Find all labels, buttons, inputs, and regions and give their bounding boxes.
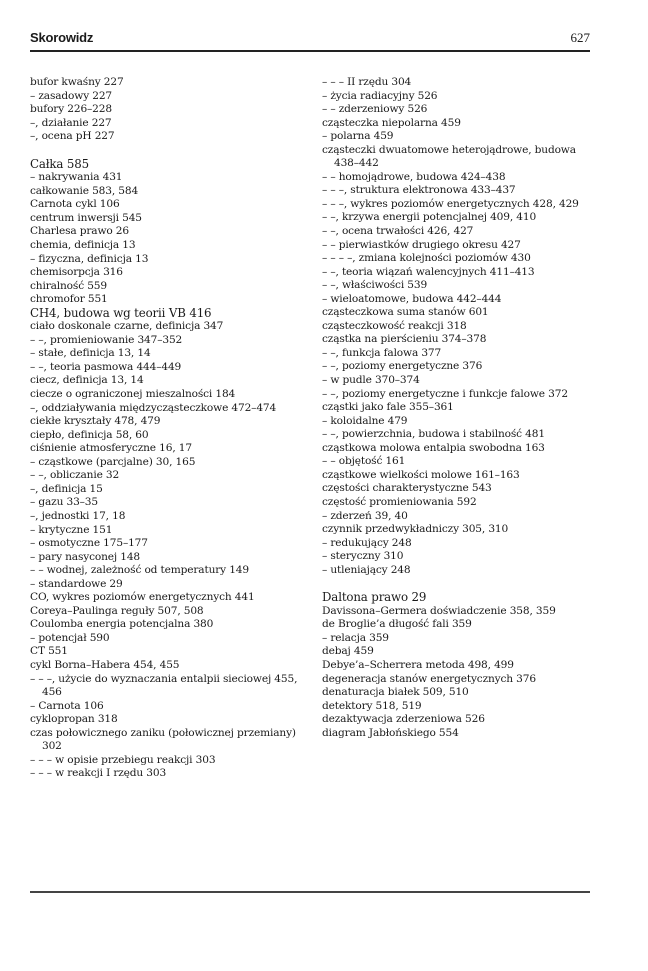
index-entry: częstość promieniowania 592: [322, 495, 477, 508]
index-entry: – polarna 459: [322, 130, 394, 143]
index-entry: chiralność 559: [30, 279, 107, 292]
index-entry: – potencjał 590: [30, 631, 110, 644]
index-entry: czas połowicznego zaniku (połowicznej przemiany) 302: [30, 726, 296, 753]
index-entry: centrum inwersji 545: [30, 211, 142, 224]
running-title: Skorowidz: [30, 30, 94, 45]
page-header: [30, 30, 590, 52]
index-entry: CH4, budowa wg teorii VB 416: [30, 305, 212, 320]
index-entry: ciśnienie atmosferyczne 16, 17: [30, 442, 192, 455]
index-entry: –, jednostki 17, 18: [30, 509, 126, 522]
index-entry: –, definicja 15: [30, 482, 103, 495]
index-entry: – w pudle 370–374: [322, 374, 420, 387]
index-entry: cząsteczka niepolarna 459: [322, 116, 461, 129]
index-entry: ciało doskonale czarne, definicja 347: [30, 320, 224, 333]
index-entry: – redukujący 248: [322, 536, 412, 549]
index-entry: cząsteczkowość reakcji 318: [322, 319, 467, 332]
index-entry: ciekłe kryształy 478, 479: [30, 415, 161, 428]
index-entry: bufory 226–228: [30, 103, 112, 116]
index-entry: Coreya–Paulinga reguły 507, 508: [30, 604, 204, 617]
index-entry: – – pierwiastków drugiego okresu 427: [322, 238, 521, 251]
index-entry: de Broglie’a długość fali 359: [322, 618, 472, 631]
index-entry: Całka 585: [30, 156, 89, 171]
index-entry: CO, wykres poziomów energetycznych 441: [30, 591, 255, 604]
index-entry: – – objętość 161: [322, 455, 406, 468]
index-entry: – –, ocena trwałości 426, 427: [322, 225, 474, 238]
index-entry: całkowanie 583, 584: [30, 184, 139, 197]
index-entry: – gazu 33–35: [30, 496, 98, 509]
index-entry: – zderzeń 39, 40: [322, 509, 408, 522]
index-entry: cyklopropan 318: [30, 713, 118, 726]
index-entry: bufor kwaśny 227: [30, 76, 124, 88]
index-entry: debaj 459: [322, 645, 374, 658]
index-entry: – zasadowy 227: [30, 89, 113, 102]
index-column-left: [30, 76, 312, 781]
index-entry: Coulomba energia potencjalna 380: [30, 618, 214, 631]
index-entry: – standardowe 29: [30, 577, 123, 590]
index-entry: – utleniający 248: [322, 563, 411, 576]
index-entry: – –, poziomy energetyczne i funkcje falowe 372: [322, 387, 568, 400]
index-entry: – steryczny 310: [322, 550, 404, 563]
index-entry: CT 551: [30, 645, 68, 658]
index-entry: – –, krzywa energii potencjalnej 409, 410: [322, 211, 537, 224]
index-entry: – koloidalne 479: [322, 414, 408, 427]
index-entry: – –, obliczanie 32: [30, 469, 120, 482]
index-entry: Davissona–Germera doświadczenie 358, 359: [322, 604, 556, 617]
index-entry: ciepło, definicja 58, 60: [30, 428, 149, 441]
index-entry: – –, promieniowanie 347–352: [30, 333, 183, 346]
index-entry: – cząstkowe (parcjalne) 30, 165: [30, 455, 196, 468]
index-entry: – – – II rzędu 304: [322, 76, 412, 88]
index-entry: dezaktywacja zderzeniowa 526: [322, 713, 485, 726]
index-entry: – fizyczna, definicja 13: [30, 252, 149, 265]
index-entry: – życia radiacyjny 526: [322, 89, 438, 102]
index-entry: – – –, użycie do wyznaczania entalpii sieciowej 455, 456: [30, 672, 298, 699]
index-entry: – pary nasyconej 148: [30, 550, 141, 563]
index-entry: – – –, wykres poziomów energetycznych 428, 429: [322, 197, 579, 210]
index-entry: – –, funkcja falowa 377: [322, 346, 442, 359]
index-entry: – – – w opisie przebiegu reakcji 303: [30, 753, 216, 766]
index-entry: – – – w reakcji I rzędu 303: [30, 767, 167, 780]
page-number: 627: [570, 30, 590, 45]
index-entry: – –, teoria wiązań walencyjnych 411–413: [322, 265, 535, 278]
index-entry: cząstka na pierścieniu 374–378: [322, 333, 487, 346]
footer-rule: [30, 891, 590, 893]
index-entry: – Carnota 106: [30, 699, 104, 712]
index-column-right: [322, 76, 590, 740]
index-entry: cząstki jako fale 355–361: [322, 401, 454, 414]
index-entry: – –, teoria pasmowa 444–449: [30, 360, 182, 373]
index-entry: ciecze o ograniczonej mieszalności 184: [30, 388, 236, 401]
index-entry: denaturacja białek 509, 510: [322, 686, 469, 699]
index-entry: – –, powierzchnia, budowa i stabilność 481: [322, 428, 545, 441]
index-entry: ciecz, definicja 13, 14: [30, 374, 144, 387]
index-entry: Daltona prawo 29: [322, 590, 427, 605]
index-entry: Charlesa prawo 26: [30, 225, 129, 238]
index-entry: cząstkowa molowa entalpia swobodna 163: [322, 441, 545, 454]
index-entry: –, działanie 227: [30, 116, 112, 129]
index-entry: Carnota cykl 106: [30, 198, 120, 211]
index-entry: – –, właściwości 539: [322, 279, 428, 292]
index-entry: – – wodnej, zależność od temperatury 149: [30, 564, 249, 577]
index-entry: – krytyczne 151: [30, 523, 113, 536]
index-entry: – osmotyczne 175–177: [30, 537, 148, 550]
index-entry: cykl Borna–Habera 454, 455: [30, 658, 180, 671]
index-entry: – stałe, definicja 13, 14: [30, 347, 151, 360]
index-entry: degeneracja stanów energetycznych 376: [322, 672, 536, 685]
index-entry: czynnik przedwykładniczy 305, 310: [322, 523, 509, 536]
index-entry: – wieloatomowe, budowa 442–444: [322, 292, 502, 305]
index-entry: – – –, struktura elektronowa 433–437: [322, 184, 516, 197]
index-entry: detektory 518, 519: [322, 699, 422, 712]
index-entry: –, oddziaływania międzycząsteczkowe 472–474: [30, 401, 277, 414]
index-entry: chemisorpcja 316: [30, 266, 123, 279]
index-entry: chromofor 551: [30, 293, 108, 306]
index-entry: chemia, definicja 13: [30, 239, 136, 252]
index-entry: –, ocena pH 227: [30, 130, 115, 143]
index-entry: – – – –, zmiana kolejności poziomów 430: [322, 252, 531, 265]
index-entry: – – homojądrowe, budowa 424–438: [322, 170, 506, 183]
index-entry: cząstkowe wielkości molowe 161–163: [322, 468, 520, 481]
index-entry: – relacja 359: [322, 631, 389, 644]
index-entry: cząsteczkowa suma stanów 601: [322, 306, 489, 319]
index-entry: – nakrywania 431: [30, 171, 123, 184]
index-entry: cząsteczki dwuatomowe heterojądrowe, budowa 438–442: [322, 143, 576, 170]
index-entry: Debye’a–Scherrera metoda 498, 499: [322, 658, 514, 671]
index-entry: – –, poziomy energetyczne 376: [322, 360, 483, 373]
index-entry: częstości charakterystyczne 543: [322, 482, 492, 495]
index-entry: – – zderzeniowy 526: [322, 103, 428, 116]
index-entry: diagram Jabłońskiego 554: [322, 726, 459, 739]
